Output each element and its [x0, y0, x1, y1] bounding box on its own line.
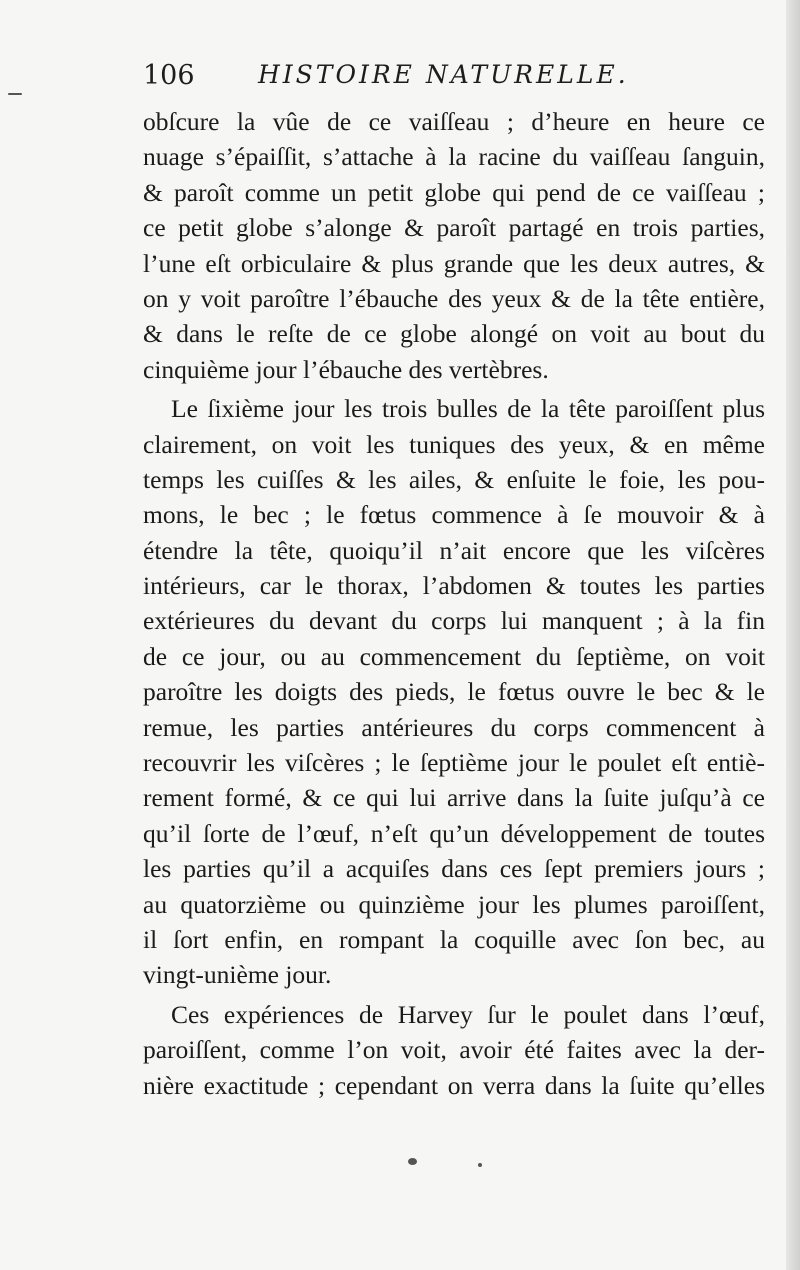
- text-line: Ces expériences de Harvey ſur le poulet dans l’œuf,: [171, 999, 765, 1029]
- text-line: obſcure la vûe de ce vaiſſeau ; d’heure en heure ce: [143, 107, 765, 136]
- text-line: & dans le reſte de ce globe alongé on voit au bout du: [143, 319, 765, 349]
- ink-speck: [408, 1158, 417, 1165]
- text-line: rement formé, & ce qui lui arrive dans la ſuite juſqu’à ce: [143, 783, 765, 813]
- text-line: cinquième jour l’ébauche des vertèbres.: [143, 354, 549, 384]
- text-line: clairement, on voit les tuniques des yeux, & en même: [143, 429, 765, 459]
- text-line: étendre la tête, quoiqu’il n’ait encore que les viſcères: [143, 535, 765, 565]
- text-line: remue, les parties antérieures du corps commencent à: [143, 712, 765, 742]
- text-line: l’une eſt orbiculaire & plus grande que les deux autres, &: [143, 248, 765, 278]
- text-line: extérieures du devant du corps lui manquent ; à la fin: [143, 606, 765, 636]
- ink-speck: [478, 1163, 482, 1167]
- text-line: recouvrir les viſcères ; le ſeptième jour le poulet eſt entiè-: [143, 748, 765, 778]
- text-line: les parties qu’il a acquiſes dans ces ſept premiers jours ;: [143, 854, 765, 884]
- text-line: & paroît comme un petit globe qui pend de ce vaiſſeau ;: [143, 177, 765, 207]
- text-line: mons, le bec ; le fœtus commence à ſe mouvoir & à: [143, 500, 765, 530]
- text-line: paroître les doigts des pieds, le fœtus ouvre le bec & le: [143, 677, 765, 707]
- running-title: HISTOIRE NATURELLE.: [258, 60, 629, 89]
- text-line: ce petit globe s’alonge & paroît partagé en trois parties,: [143, 213, 765, 243]
- body-text: [143, 104, 765, 1103]
- text-line: intérieurs, car le thorax, l’abdomen & toutes les parties: [143, 571, 765, 601]
- ink-speck: [8, 93, 22, 95]
- text-line: paroiſſent, comme l’on voit, avoir été faites avec la der-: [143, 1035, 765, 1065]
- text-line: temps les cuiſſes & les ailes, & enſuite le foie, les pou-: [143, 464, 765, 494]
- text-line: il ſort enfin, en rompant la coquille avec ſon bec, au: [143, 924, 765, 954]
- text-line: de ce jour, ou au commencement du ſeptième, on voit: [143, 641, 765, 671]
- text-line: qu’il ſorte de l’œuf, n’eſt qu’un développement de toutes: [143, 818, 765, 848]
- page-number: 106: [143, 60, 195, 91]
- text-line: nière exactitude ; cependant on verra dans la ſuite qu’elles: [143, 1070, 765, 1100]
- page-edge-shadow: [786, 0, 800, 1270]
- text-line: au quatorzième ou quinzième jour les plumes paroiſſent,: [143, 889, 765, 919]
- text-line: Le ſixième jour les trois bulles de la tête paroiſſent plus: [171, 394, 765, 424]
- page-header: [143, 60, 763, 100]
- text-line: on y voit paroître l’ébauche des yeux & de la tête entière,: [143, 283, 765, 313]
- text-line: nuage s’épaiſſit, s’attache à la racine du vaiſſeau ſanguin,: [143, 142, 765, 172]
- text-line: vingt-unième jour.: [143, 960, 332, 990]
